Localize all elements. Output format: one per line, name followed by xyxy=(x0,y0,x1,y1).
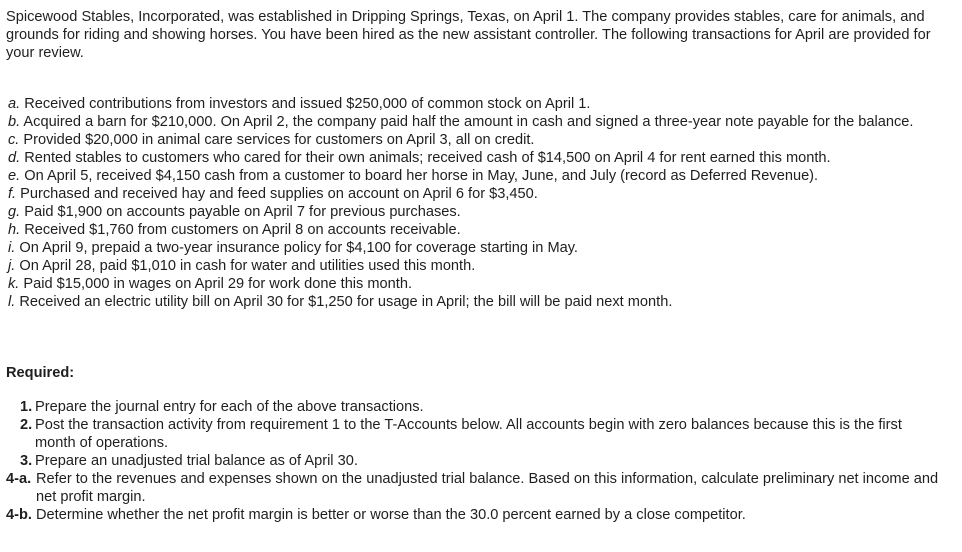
transaction-letter: d. xyxy=(8,150,21,166)
transaction-item xyxy=(8,239,938,257)
requirement-number: 2. xyxy=(20,417,33,433)
requirement-item xyxy=(6,416,946,452)
transaction-item xyxy=(8,131,938,149)
transaction-text: On April 9, prepaid a two-year insurance policy for $4,100 for coverage starting in May. xyxy=(19,240,578,256)
requirement-number: 4-b. xyxy=(6,507,32,523)
transaction-letter: k. xyxy=(8,276,20,292)
requirement-item xyxy=(6,470,946,506)
requirement-number: 3. xyxy=(20,453,33,469)
transaction-letter: g. xyxy=(8,204,21,220)
transaction-item xyxy=(8,95,938,113)
transaction-text: Acquired a barn for $210,000. On April 2, the company paid half the amount in cash and signed a three-year note payable for the balance. xyxy=(23,114,914,130)
requirement-item xyxy=(6,506,946,524)
transaction-text: Provided $20,000 in animal care services for customers on April 3, all on credit. xyxy=(23,132,535,148)
requirement-text: Prepare an unadjusted trial balance as of April 30. xyxy=(35,453,358,469)
transaction-letter: j. xyxy=(8,258,16,274)
transaction-item xyxy=(8,275,938,293)
transaction-text: Paid $15,000 in wages on April 29 for work done this month. xyxy=(23,276,413,292)
transaction-text: On April 5, received $4,150 cash from a customer to board her horse in May, June, and July (record as Deferred Revenue). xyxy=(24,168,819,184)
transaction-item xyxy=(8,185,938,203)
requirement-text: Determine whether the net profit margin is better or worse than the 30.0 percent earned by a close competitor. xyxy=(36,507,746,523)
transaction-letter: h. xyxy=(8,222,21,238)
transaction-text: Paid $1,900 on accounts payable on April 7 for previous purchases. xyxy=(24,204,461,220)
required-heading: Required: xyxy=(6,365,75,381)
transaction-text: Received an electric utility bill on April 30 for $1,250 for usage in April; the bill will be paid next month. xyxy=(19,294,673,310)
requirement-text: Refer to the revenues and expenses shown on the unadjusted trial balance. Based on this information, calculate preliminary net income and net profit margin. xyxy=(36,471,939,505)
transaction-letter: b. xyxy=(8,114,21,130)
requirement-number: 1. xyxy=(20,399,33,415)
transaction-text: On April 28, paid $1,010 in cash for water and utilities used this month. xyxy=(19,258,476,274)
transaction-letter: l. xyxy=(8,294,16,310)
transaction-item xyxy=(8,149,938,167)
transaction-letter: a. xyxy=(8,96,21,112)
transaction-item xyxy=(8,203,938,221)
requirement-item xyxy=(6,398,946,416)
transaction-text: Rented stables to customers who cared for their own animals; received cash of $14,500 on April 4 for rent earned this month. xyxy=(24,150,831,166)
requirement-number: 4-a. xyxy=(6,471,32,487)
transaction-text: Received $1,760 from customers on April 8 on accounts receivable. xyxy=(24,222,461,238)
intro-paragraph: Spicewood Stables, Incorporated, was established in Dripping Springs, Texas, on April 1. The company provides stables, care for animals, and grounds for riding and showing horses. You have been hired as the new assistant controller. The following transactions for April are provided for your review. xyxy=(6,9,931,61)
transaction-text: Purchased and received hay and feed supplies on account on April 6 for $3,450. xyxy=(20,186,538,202)
transaction-item xyxy=(8,113,938,131)
requirement-text: Prepare the journal entry for each of the above transactions. xyxy=(35,399,424,415)
transaction-text: Received contributions from investors and issued $250,000 of common stock on April 1. xyxy=(24,96,591,112)
requirement-item xyxy=(6,452,946,470)
transaction-letter: e. xyxy=(8,168,21,184)
transaction-item xyxy=(8,257,938,275)
transaction-letter: i. xyxy=(8,240,16,256)
requirements-list xyxy=(6,398,946,524)
transaction-letter: f. xyxy=(8,186,17,202)
transaction-list xyxy=(8,95,938,311)
transaction-item xyxy=(8,293,938,311)
transaction-item xyxy=(8,167,938,185)
transaction-item xyxy=(8,221,938,239)
requirement-text: Post the transaction activity from requirement 1 to the T-Accounts below. All accounts begin with zero balances because this is the first month of operations. xyxy=(35,417,902,451)
transaction-letter: c. xyxy=(8,132,20,148)
